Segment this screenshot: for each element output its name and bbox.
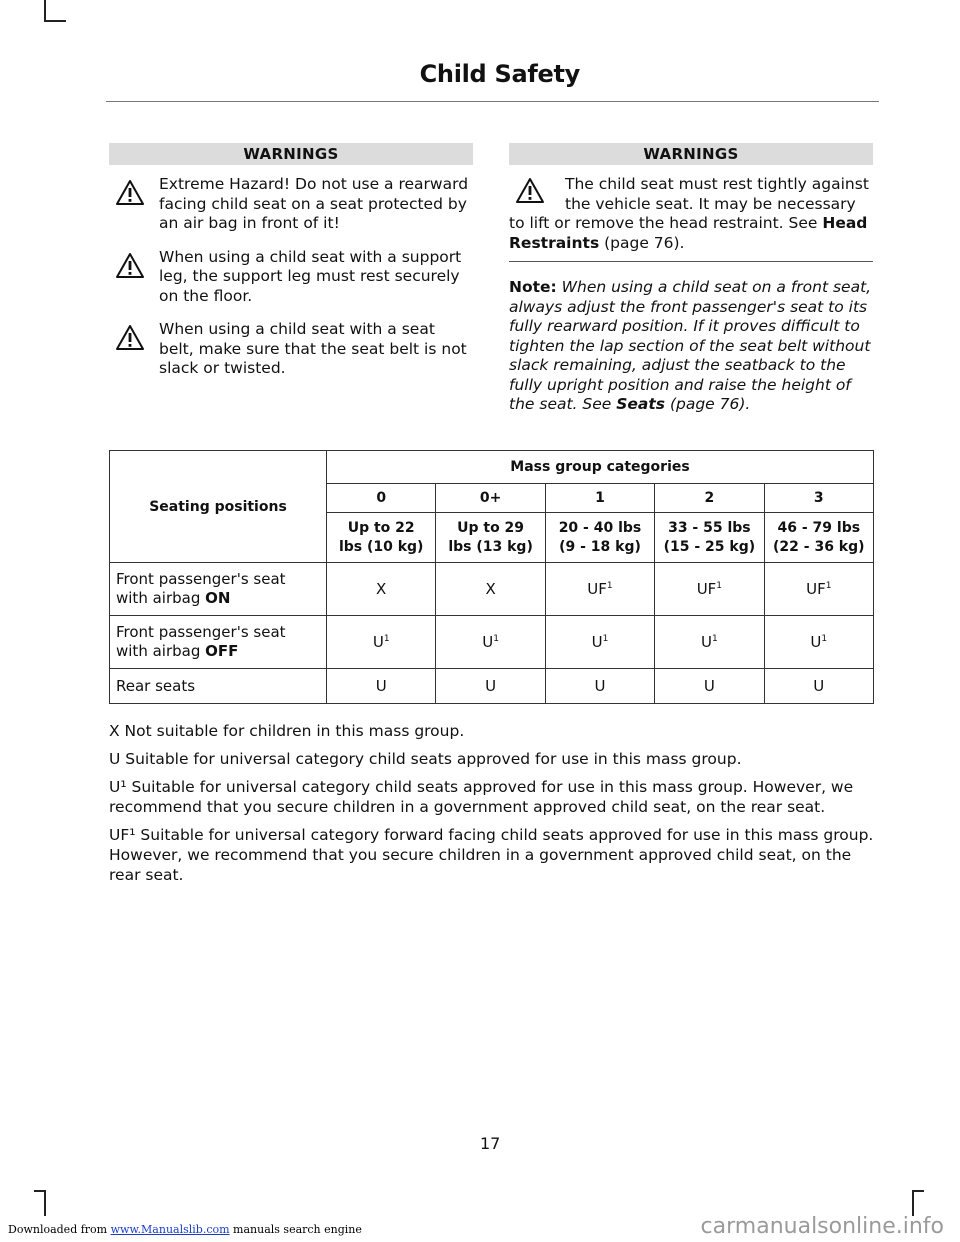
- seating-position: Front passenger's seat with airbag ON: [110, 563, 327, 616]
- warning-text: When using a child seat with a support leg, the support leg must rest securely on the floor.: [159, 247, 462, 305]
- crop-mark-bottom-left-h: [34, 1190, 46, 1192]
- table-row: [110, 669, 874, 704]
- page-number: 17: [480, 1134, 501, 1153]
- mass-group-header: Mass group categories: [327, 451, 874, 484]
- table-cell: $U^1$: [327, 616, 436, 669]
- table-row: [110, 616, 874, 669]
- crop-mark-bottom-right-v: [912, 1190, 914, 1216]
- mass-range: 33 - 55 lbs (15 - 25 kg): [655, 513, 764, 563]
- seating-positions-header: Seating positions: [110, 451, 327, 563]
- seats-link[interactable]: Seats: [616, 395, 666, 413]
- warning-item: [109, 320, 473, 379]
- table-cell: U: [436, 669, 545, 704]
- left-warnings-box: [109, 143, 473, 393]
- crop-mark-bottom-right-h: [912, 1190, 924, 1192]
- page-reference: (page 76).: [665, 395, 751, 413]
- title-rule: [106, 101, 879, 102]
- table-cell: X: [327, 563, 436, 616]
- manualslib-link[interactable]: www.Manualslib.com: [110, 1223, 230, 1236]
- table-cell: U: [545, 669, 654, 704]
- warnings-heading: WARNINGS: [509, 143, 873, 165]
- warning-text: The child seat must rest tightly against the vehicle seat. It may be necessary to lift or remove the head restraint. See: [509, 175, 869, 232]
- group-label: 2: [655, 484, 764, 513]
- group-label: 1: [545, 484, 654, 513]
- divider: [509, 261, 873, 262]
- note-label: Note:: [509, 278, 557, 296]
- mass-range: 20 - 40 lbs (9 - 18 kg): [545, 513, 654, 563]
- head-restraints-link[interactable]: Head Restraints: [509, 214, 868, 252]
- table-cell: X: [436, 563, 545, 616]
- watermark: carmanualsonline.info: [700, 1214, 944, 1239]
- seating-position: Rear seats: [110, 669, 327, 704]
- table-cell: U: [764, 669, 873, 704]
- table-cell: $UF^1$: [655, 563, 764, 616]
- note-paragraph: [509, 278, 873, 415]
- table-cell: $U^1$: [655, 616, 764, 669]
- table-cell: $U^1$: [436, 616, 545, 669]
- warning-text: When using a child seat with a seat belt, make sure that the seat belt is not slack or twisted.: [159, 320, 467, 377]
- group-label: 3: [764, 484, 873, 513]
- group-label: 0+: [436, 484, 545, 513]
- table-cell: $U^1$: [545, 616, 654, 669]
- warning-triangle-icon: [115, 179, 145, 206]
- table-cell: U: [327, 669, 436, 704]
- footer-suffix: manuals search engine: [229, 1223, 362, 1236]
- mass-group-table: [109, 450, 874, 704]
- warning-item: [509, 175, 873, 253]
- warning-triangle-icon: [515, 177, 545, 204]
- warning-item: [109, 248, 473, 307]
- page-reference: (page 76).: [599, 233, 685, 252]
- legend-item: U¹ Suitable for universal category child seats approved for use in this mass group. However, we recommend that you secure children in a government approved child seat, on the rear seat.: [109, 778, 854, 816]
- warning-text: Extreme Hazard! Do not use a rearward facing child seat on a seat protected by an air bag in front of it!: [159, 175, 469, 232]
- note-text: When using a child seat on a front seat, always adjust the front passenger's seat to its fully rearward position. If it proves difficult to tighten the lap section of the seat belt without slack remaining, adjust the seatback to the fully upright position and raise the height of the seat. See: [509, 278, 872, 413]
- table-cell: U: [655, 669, 764, 704]
- warning-triangle-icon: [115, 324, 145, 351]
- mass-range: Up to 22 lbs (10 kg): [327, 513, 436, 563]
- table-row: [110, 563, 874, 616]
- crop-mark-top-left-v: [44, 0, 46, 22]
- table-legend: [109, 721, 875, 893]
- table-cell: $U^1$: [764, 616, 873, 669]
- group-label: 0: [327, 484, 436, 513]
- warnings-heading: WARNINGS: [109, 143, 473, 165]
- seating-position: Front passenger's seat with airbag OFF: [110, 616, 327, 669]
- right-warnings-box: [509, 143, 873, 415]
- crop-mark-top-left-h: [44, 20, 66, 22]
- mass-range: Up to 29 lbs (13 kg): [436, 513, 545, 563]
- table-cell: $UF^1$: [764, 563, 873, 616]
- crop-mark-bottom-left-v: [44, 1190, 46, 1216]
- warning-triangle-icon: [115, 252, 145, 279]
- legend-item: X Not suitable for children in this mass group.: [109, 722, 465, 740]
- download-footer: [8, 1223, 362, 1236]
- mass-range: 46 - 79 lbs (22 - 36 kg): [764, 513, 873, 563]
- legend-item: U Suitable for universal category child seats approved for use in this mass group.: [109, 750, 742, 768]
- legend-item: UF¹ Suitable for universal category forward facing child seats approved for use in this mass group. However, we recommend that you secure children in a government approved child seat, on the rear seat.: [109, 826, 874, 884]
- table-cell: $UF^1$: [545, 563, 654, 616]
- warning-item: [109, 175, 473, 234]
- footer-prefix: Downloaded from: [8, 1223, 111, 1236]
- section-title: Child Safety: [419, 60, 580, 88]
